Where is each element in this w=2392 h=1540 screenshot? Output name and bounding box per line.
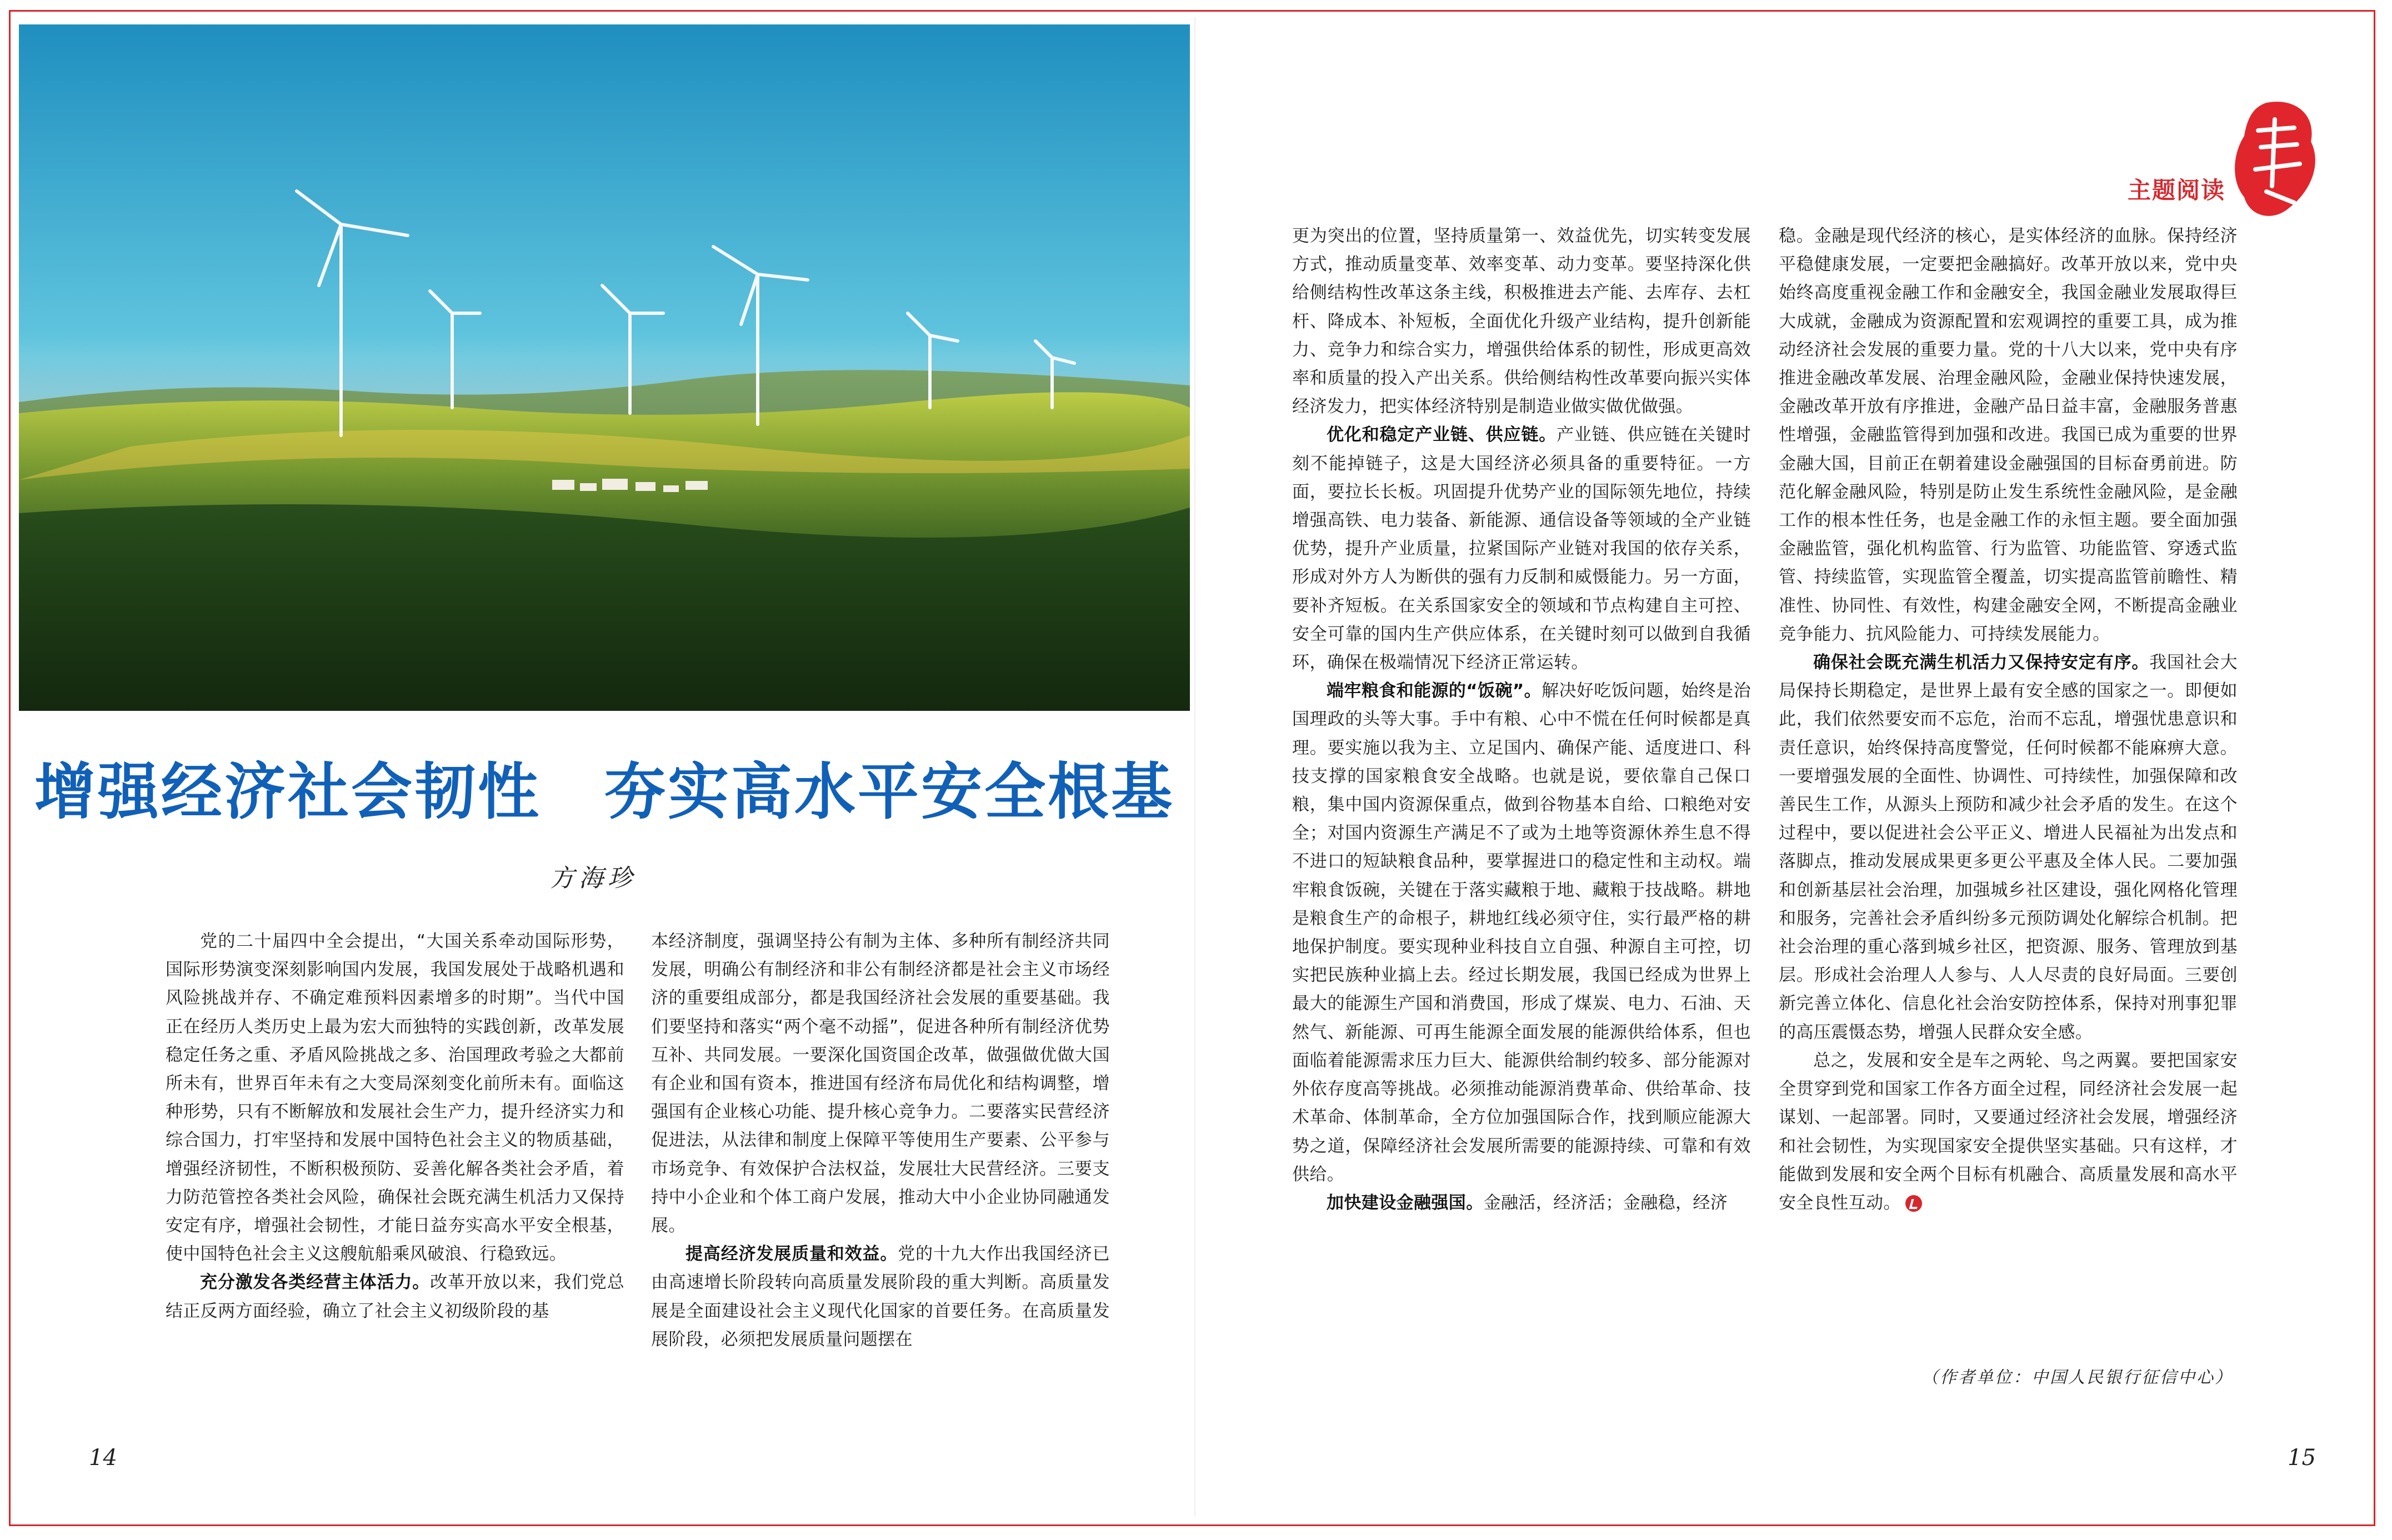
end-mark-icon [1905, 1195, 1922, 1212]
landscape-illustration [19, 24, 1190, 711]
body-column-2 [651, 927, 1110, 1354]
paragraph-text: 我国社会大局保持长期稳定，是世界上最有安全感的国家之一。即便如此，我们依然要安而不忘危，治而不忘乱，增强忧患意识和责任意识，始终保持高度警觉，任何时候都不能麻痹大意。一要增强发展的全面性、协调性、可持续性，加强保障和改善民生工作，从源头上预防和减少社会矛盾的发生。在这个过程中，要以促进社会公平正义、增进人民福祉为出发点和落脚点，推动发展成果更多更公平惠及全体人民。二要加强和创新基层社会治理，加强城乡社区建设，强化网格化管理和服务，完善社会矛盾纠纷多元预防调处化解综合机制。把社会治理的重心落到城乡社区，把资源、服务、管理放到基层。形成社会治理人人参与、人人尽责的良好局面。三要创新完善立体化、信息化社会治安防控体系，保持对刑事犯罪的高压震慑态势，增强人民群众安全感。 [1779, 653, 2238, 1042]
paragraph [1292, 677, 1751, 1189]
calligraphy-logo-icon [2228, 97, 2322, 225]
article-headline: 增强经济社会韧性 夯实高水平安全根基 [34, 756, 1174, 827]
paragraph [1779, 1047, 2238, 1217]
paragraph [1779, 649, 2238, 1047]
paragraph-text: 总之，发展和安全是车之两轮、鸟之两翼。要把国家安全贯穿到党和国家工作各方面全过程，同经济社会发展一起谋划、一起部署。同时，又要通过经济社会发展，增强经济和社会韧性，为实现国家安全提供坚实基础。只有这样，才能做到发展和安全两个目标有机融合、高质量发展和高水平安全良性互动。 [1779, 1050, 2238, 1213]
author-affiliation: （作者单位：中国人民银行征信中心） [1921, 1368, 2233, 1387]
body-column-4 [1779, 222, 2238, 1217]
paragraph-text: 产业链、供应链在关键时刻不能掉链子，这是大国经济必须具备的重要特征。一方面，要拉长长板。巩固提升优势产业的国际领先地位，持续增强高铁、电力装备、新能源、通信设备等领域的全产业链优势，提升产业质量，拉紧国际产业链对我国的依存关系，形成对外方人为断供的强有力反制和威慑能力。另一方面，要补齐短板。在关系国家安全的领域和节点构建自主可控、安全可靠的国内生产供应体系，在关键时刻可以做到自我循环，确保在极端情况下经济正常运转。 [1292, 425, 1751, 673]
calligraphy-logo [2228, 97, 2322, 225]
section-heading: 确保社会既充满生机活力又保持安定有序。 [1813, 653, 2150, 673]
paragraph [1292, 421, 1751, 677]
paragraph [1292, 1189, 1751, 1217]
body-column-3 [1292, 222, 1751, 1217]
page-number-right: 15 [2288, 1445, 2316, 1471]
paragraph-text: 改革开放以来，我们党总结正反两方面经验，确立了社会主义初级阶段的基 [166, 1272, 624, 1321]
paragraph-text: 党的十九大作出我国经济已由高速增长阶段转向高质量发展阶段的重大判断。高质量发展是全面建设社会主义现代化国家的首要任务。在高质量发展阶段，必须把发展质量问题摆在 [651, 1244, 1110, 1350]
section-mark [2128, 97, 2333, 225]
page-number-left: 14 [89, 1445, 117, 1471]
paragraph [166, 1268, 624, 1325]
paragraph: 党的二十届四中全会提出，“大国关系牵动国际形势，国际形势演变深刻影响国内发展，我国发展处于战略机遇和风险挑战并存、不确定难预料因素增多的时期”。当代中国正在经历人类历史上最为宏大而独特的实践创新，改革发展稳定任务之重、矛盾风险挑战之多、治国理政考验之大都前所未有，世界百年未有之大变局深刻变化前所未有。面临这种形势，只有不断解放和发展社会生产力，提升经济实力和综合国力，打牢坚持和发展中国特色社会主义的物质基础，增强经济韧性，不断积极预防、妥善化解各类社会矛盾，着力防范管控各类社会风险，确保社会既充满生机活力又保持安定有序，增强社会韧性，才能日益夯实高水平安全根基，使中国特色社会主义这艘航船乘风破浪、行稳致远。 [166, 931, 624, 1265]
paragraph: 更为突出的位置，坚持质量第一、效益优先，切实转变发展方式，推动质量变革、效率变革、动力变革。要坚持深化供给侧结构性改革这条主线，积极推进去产能、去库存、去杠杆、降成本、补短板，全面优化升级产业结构，提升创新能力、竞争力和综合实力，增强供给体系的韧性，形成更高效率和质量的投入产出关系。供给侧结构性改革要向振兴实体经济发力，把实体经济特别是制造业做实做优做强。 [1292, 226, 1751, 417]
section-heading: 优化和稳定产业链、供应链。 [1327, 425, 1557, 445]
page-gutter [1194, 17, 1195, 1516]
paragraph-text: 金融活，经济活；金融稳，经济 [1483, 1192, 1728, 1213]
paragraph-text: 解决好吃饭问题，始终是治国理政的头等大事。手中有粮、心中不慌在任何时候都是真理。要实施以我为主、立足国内、确保产能、适度进口、科技支撑的国家粮食安全战略。也就是说，要依靠自己保口粮，集中国内资源保重点，做到谷物基本自给、口粮绝对安全；对国内资源生产满足不了或为土地等资源休养生息不得不进口的短缺粮食品种，要掌握进口的稳定性和主动权。端牢粮食饭碗，关键在于落实藏粮于地、藏粮于技战略。耕地是粮食生产的命根子，耕地红线必须守住，实行最严格的耕地保护制度。要实现种业科技自立自强、种源自主可控，切实把民族种业搞上去。经过长期发展，我国已经成为世界上最大的能源生产国和消费国，形成了煤炭、电力、石油、天然气、新能源、可再生能源全面发展的能源供给体系，但也面临着能源需求压力巨大、能源供给制约较多、部分能源对外依存度高等挑战。必须推动能源消费革命、供给革命、技术革命、体制革命，全方位加强国际合作，找到顺应能源大势之道，保障经济社会发展所需要的能源持续、可靠和有效供给。 [1292, 681, 1751, 1185]
section-heading: 端牢粮食和能源的“饭碗”。 [1327, 681, 1542, 701]
section-heading: 加快建设金融强国。 [1327, 1192, 1484, 1213]
author-byline: 方海珍 [550, 864, 637, 892]
paragraph [651, 1240, 1110, 1354]
paragraph: 本经济制度，强调坚持公有制为主体、多种所有制经济共同发展，明确公有制经济和非公有制经济都是社会主义市场经济的重要组成部分，都是我国经济社会发展的重要基础。我们要坚持和落实“两个毫不动摇”，促进各种所有制经济优势互补、共同发展。一要深化国资国企改革，做强做优做大国有企业和国有资本，推进国有经济布局优化和结构调整，增强国有企业核心功能、提升核心竞争力。二要落实民营经济促进法，从法律和制度上保障平等使用生产要素、公平参与市场竞争、有效保护合法权益，发展壮大民营经济。三要支持中小企业和个体工商户发展，推动大中小企业协同融通发展。 [651, 931, 1110, 1236]
section-heading: 提高经济发展质量和效益。 [685, 1244, 898, 1265]
paragraph: 稳。金融是现代经济的核心，是实体经济的血脉。保持经济平稳健康发展，一定要把金融搞好。改革开放以来，党中央始终高度重视金融工作和金融安全，我国金融业发展取得巨大成就，金融成为资源配置和宏观调控的重要工具，成为推动经济社会发展的重要力量。党的十八大以来，党中央有序推进金融改革发展、治理金融风险，金融业保持快速发展，金融改革开放有序推进，金融产品日益丰富，金融服务普惠性增强，金融监管得到加强和改进。我国已成为重要的世界金融大国，目前正在朝着建设金融强国的目标奋勇前进。防范化解金融风险，特别是防止发生系统性金融风险，是金融工作的根本性任务，也是金融工作的永恒主题。要全面加强金融监管，强化机构监管、行为监管、功能监管、穿透式监管、持续监管，实现监管全覆盖，切实提高监管前瞻性、精准性、协同性、有效性，构建金融安全网，不断提高金融业竞争能力、抗风险能力、可持续发展能力。 [1779, 226, 2238, 644]
section-label: 主题阅读 [2128, 177, 2226, 204]
body-column-1 [166, 927, 624, 1326]
wind-farm-photo [19, 24, 1190, 711]
section-heading: 充分激发各类经营主体活力。 [200, 1272, 431, 1293]
